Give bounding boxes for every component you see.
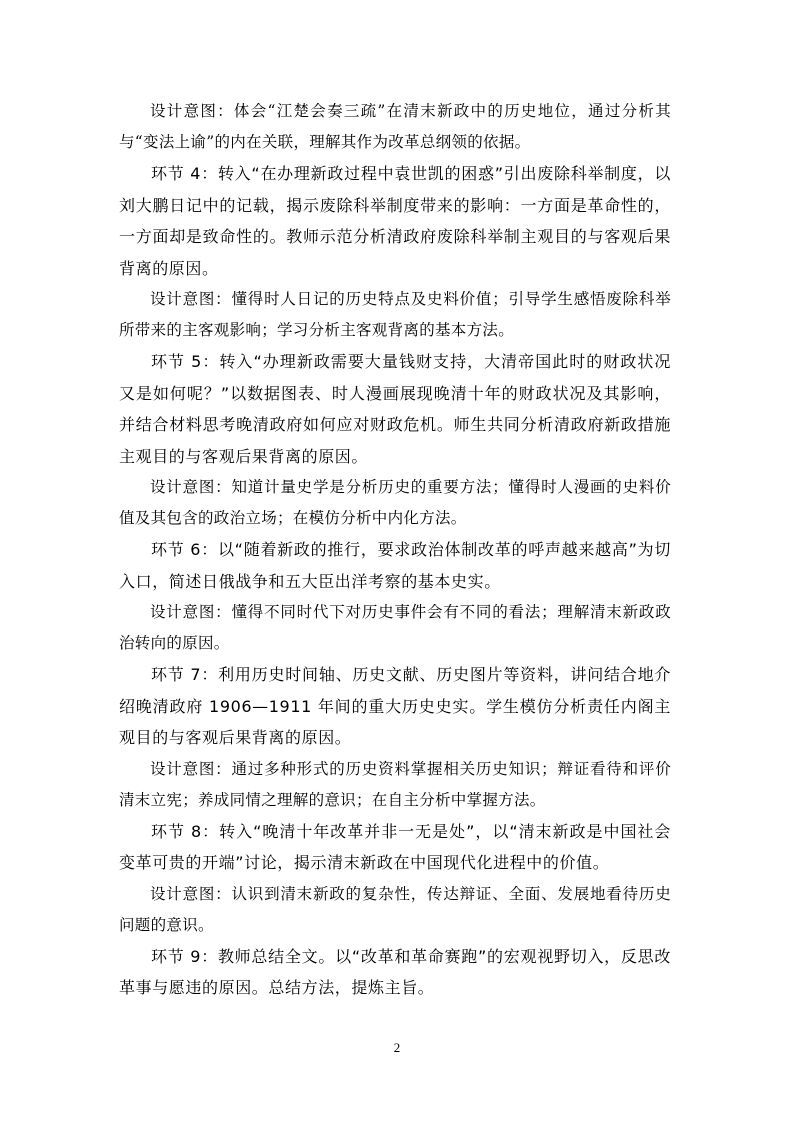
design-intent-paragraph: 设计意图：懂得时人日记的历史特点及史料价值；引导学生感悟废除科举所带来的主客观影响；学习分析主客观背离的基本方法。 xyxy=(119,290,671,339)
design-intent-paragraph: 设计意图：体会“江楚会奏三疏”在清末新政中的历史地位，通过分析其与“变法上谕”的内在关联，理解其作为改革总纲领的依据。 xyxy=(119,102,671,151)
step-8-paragraph: 环节 8：转入“晚清十年改革并非一无是处”，以“清末新政是中国社会变革可贵的开端”讨论，揭示清末新政在中国现代化进程中的价值。 xyxy=(119,821,671,872)
step-6-paragraph: 环节 6：以“随着新政的推行，要求政治体制改革的呼声越来越高”为切入口，简述日俄战争和五大臣出洋考察的基本史实。 xyxy=(119,540,671,591)
step-4-paragraph: 环节 4：转入“在办理新政过程中袁世凯的困惑”引出废除科举制度，以刘大鹏日记中的记载，揭示废除科举制度带来的影响：一方面是革命性的，一方面却是致命性的。教师示范分析清政府废除科举制主观目的与客观后果背离的原因。 xyxy=(119,164,671,278)
design-intent-paragraph: 设计意图：懂得不同时代下对历史事件会有不同的看法；理解清末新政政治转向的原因。 xyxy=(119,603,671,652)
design-intent-paragraph: 设计意图：通过多种形式的历史资料掌握相关历史知识；辩证看待和评价清末立宪；养成同情之理解的意识；在自主分析中掌握方法。 xyxy=(119,759,671,809)
step-7-paragraph: 环节 7：利用历史时间轴、历史文献、历史图片等资料，讲问结合地介绍晚清政府 1906—1911 年间的重大历史史实。学生模仿分析责任内阁主观目的与客观后果背离的原因。 xyxy=(119,665,671,747)
step-5-paragraph: 环节 5：转入“办理新政需要大量钱财支持，大清帝国此时的财政状况又是如何呢？”以数据图表、时人漫画展现晚清十年的财政状况及其影响，并结合材料思考晚清政府如何应对财政危机。师生共同分析清政府新政措施主观目的与客观后果背离的原因。 xyxy=(119,352,671,466)
design-intent-paragraph: 设计意图：知道计量史学是分析历史的重要方法；懂得时人漫画的史料价值及其包含的政治立场；在模仿分析中内化方法。 xyxy=(119,478,671,527)
page-number: 2 xyxy=(393,1040,401,1055)
document-body xyxy=(119,96,671,1004)
design-intent-paragraph: 设计意图：认识到清末新政的复杂性，传达辩证、全面、发展地看待历史问题的意识。 xyxy=(119,884,671,934)
step-9-paragraph: 环节 9：教师总结全文。以“改革和革命赛跑”的宏观视野切入，反思改革事与愿违的原因。总结方法，提炼主旨。 xyxy=(119,946,671,997)
